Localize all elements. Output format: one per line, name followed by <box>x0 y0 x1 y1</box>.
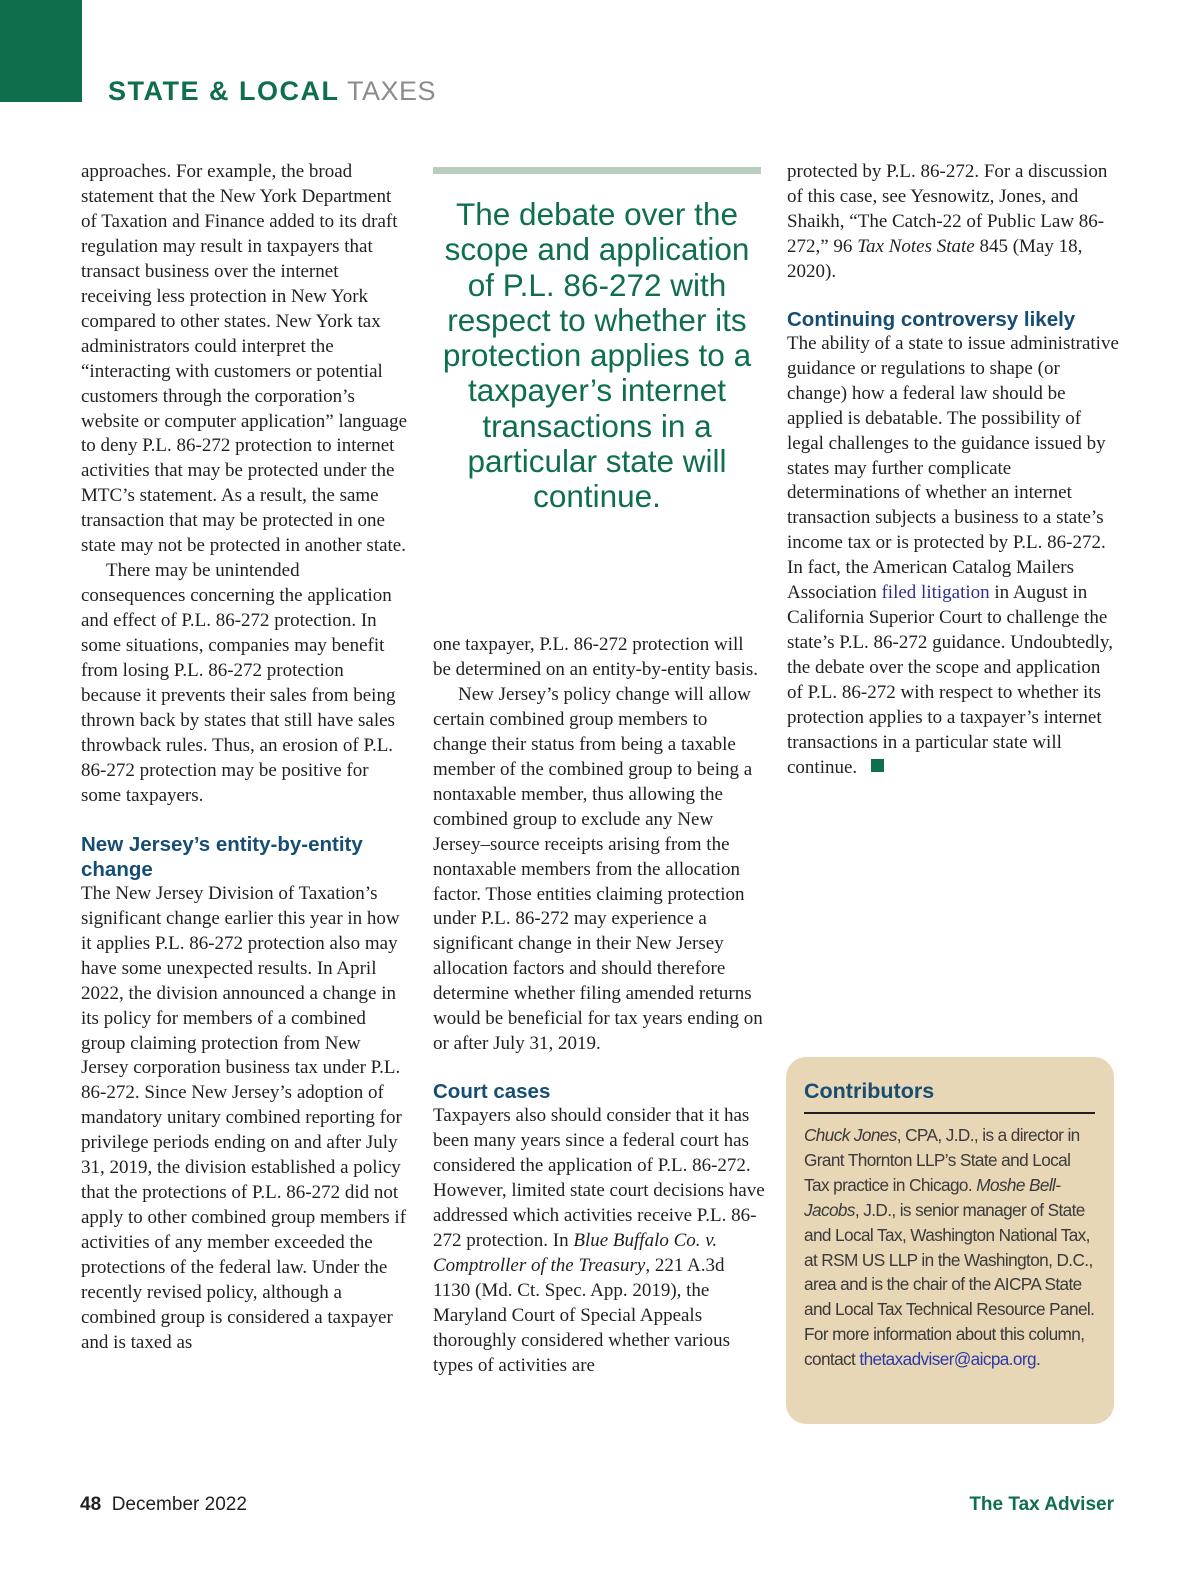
subhead-continuing-controversy: Continuing controversy likely <box>787 307 1076 331</box>
article-column-3 <box>787 160 1119 781</box>
contributor-name: Moshe Bell-Jacobs <box>804 1174 1061 1220</box>
contributors-rule <box>804 1112 1095 1114</box>
pullquote-rule <box>433 167 761 174</box>
publication-name: The Tax Adviser <box>969 1494 1114 1515</box>
paragraph: The New Jersey Division of Taxation’s significant change earlier this year in how it applies P.L. 86-272 protection also may have some unexpected results. In April 2022, the division announced a change in its policy for members of a combined group claiming protection from New Jersey corporation business tax under P.L. 86-272. Since New Jersey’s adoption of mandatory unitary combined reporting for privilege periods ending on and after July 31, 2019, the division established a policy that the protections of P.L. 86-272 did not apply to other combined group members if activities of any member exceeded the protections of the federal law. Under the recently revised policy, although a combined group is considered a taxpayer and is taxed as <box>81 882 407 1353</box>
contributor-text-end: . <box>1035 1349 1041 1370</box>
section-header-strong: STATE & LOCAL <box>108 76 340 106</box>
issue-date: December 2022 <box>111 1494 247 1515</box>
page-number: 48 <box>80 1494 102 1515</box>
contributor-text: , J.D., is senior manager of State and Local Tax, Washington National Tax, at RSM US LLP in the Washington, D.C., area and is the chair of the AICPA State and Local Tax Technical Resource Panel. For more information about this column, contact <box>804 1199 1095 1370</box>
paragraph-text: protected by P.L. 86-272. For a discussion of this case, see Yesnowitz, Jones, and Shaikh, “The Catch-22 of Public Law 86-272,” 96 <box>787 161 1108 257</box>
footer-folio <box>80 1494 247 1516</box>
section-header-light: TAXES <box>347 76 437 106</box>
paragraph: one taxpayer, P.L. 86-272 protection will be determined on an entity-by-entity basis. <box>433 634 759 680</box>
paragraph-text: The ability of a state to issue administrative guidance or regulations to shape (or change) how a federal law should be applied is debatable. The possibility of legal challenges to the guidance issued by states may further complicate determinations of whether an internet transaction subjects a business to a state’s income tax or is protected by P.L. 86-272. In fact, the American Catalog Mailers Association <box>787 332 1119 604</box>
subhead-new-jersey: New Jersey’s entity-by-entity change <box>81 832 363 881</box>
paragraph <box>433 1104 765 1378</box>
paragraph: approaches. For example, the broad statement that the New York Department of Taxation and Finance added to its draft regulation may result in taxpayers that transact business over the internet receiving less protection in New York compared to other states. New York tax administrators could interpret the “interacting with customers or potential customers through the corporation’s website or computer application” language to deny P.L. 86-272 protection to internet activities that may be protected under the MTC’s statement. As a result, the same transaction that may be protected in one state may not be protected in another state. <box>81 161 408 557</box>
paragraph-text: 845 (May 18, 2020). <box>787 235 1083 282</box>
contributor-text: , CPA, J.D., is a director in Grant Thornton LLP’s State and Local Tax practice in Chicago. <box>804 1125 1080 1195</box>
pullquote: The debate over the scope and application of P.L. 86-272 with respect to whether its protection applies to a taxpayer’s internet transactions in a particular state will continue. <box>442 196 752 515</box>
contributor-name: Chuck Jones <box>804 1125 897 1145</box>
article-column-1 <box>81 160 408 1356</box>
paragraph-text: Taxpayers also should consider that it has been many years since a federal court has considered the application of P.L. 86-272. However, limited state court decisions have addressed which activities receive P.L. 86-272 protection. In <box>433 1105 765 1251</box>
subhead-court-cases: Court cases <box>433 1080 551 1104</box>
section-color-tab <box>0 0 82 102</box>
contributors-box <box>786 1057 1114 1424</box>
paragraph: There may be unintended consequences concerning the application and effect of P.L. 86-272 protection. In some situations, companies may benefit from losing P.L. 86-272 protection because it prevents their sales from being thrown back by states that still have sales throwback rules. Thus, an erosion of P.L. 86-272 protection may be positive for some taxpayers. <box>81 560 396 806</box>
paragraph-text: , 221 A.3d 1130 (Md. Ct. Spec. App. 2019), the Maryland Court of Special Appeals thoroughly considered whether various types of activities are <box>433 1254 731 1376</box>
contributors-title: Contributors <box>804 1079 935 1103</box>
paragraph <box>787 332 1119 781</box>
contact-email-link[interactable]: thetaxadviser@aicpa.org <box>859 1349 1036 1370</box>
paragraph <box>787 160 1119 285</box>
journal-title: Tax Notes State <box>857 235 975 257</box>
paragraph-text: in August in California Superior Court to challenge the state’s P.L. 86-272 guidance. Undoubtedly, the debate over the scope and application of P.L. 86-272 with respect to whether its protection applies to a taxpayer’s internet transactions in a particular state will continue. <box>787 582 1113 778</box>
article-column-2 <box>433 633 765 1379</box>
end-of-article-icon <box>871 759 884 772</box>
contributors-bio <box>804 1123 1095 1372</box>
filed-litigation-link[interactable]: filed litigation <box>881 582 990 604</box>
paragraph: New Jersey’s policy change will allow certain combined group members to change their status from being a taxable member of the combined group to being a nontaxable member, thus allowing the combined group to exclude any New Jersey–source receipts arising from the nontaxable members from the allocation factor. Those entities claiming protection under P.L. 86-272 may experience a significant change in their New Jersey allocation factors and should therefore determine whether filing amended returns would be beneficial for tax years ending on or after July 31, 2019. <box>433 683 763 1055</box>
case-citation: Blue Buffalo Co. v. Comptroller of the Treasury <box>433 1229 718 1276</box>
section-header <box>108 74 436 108</box>
